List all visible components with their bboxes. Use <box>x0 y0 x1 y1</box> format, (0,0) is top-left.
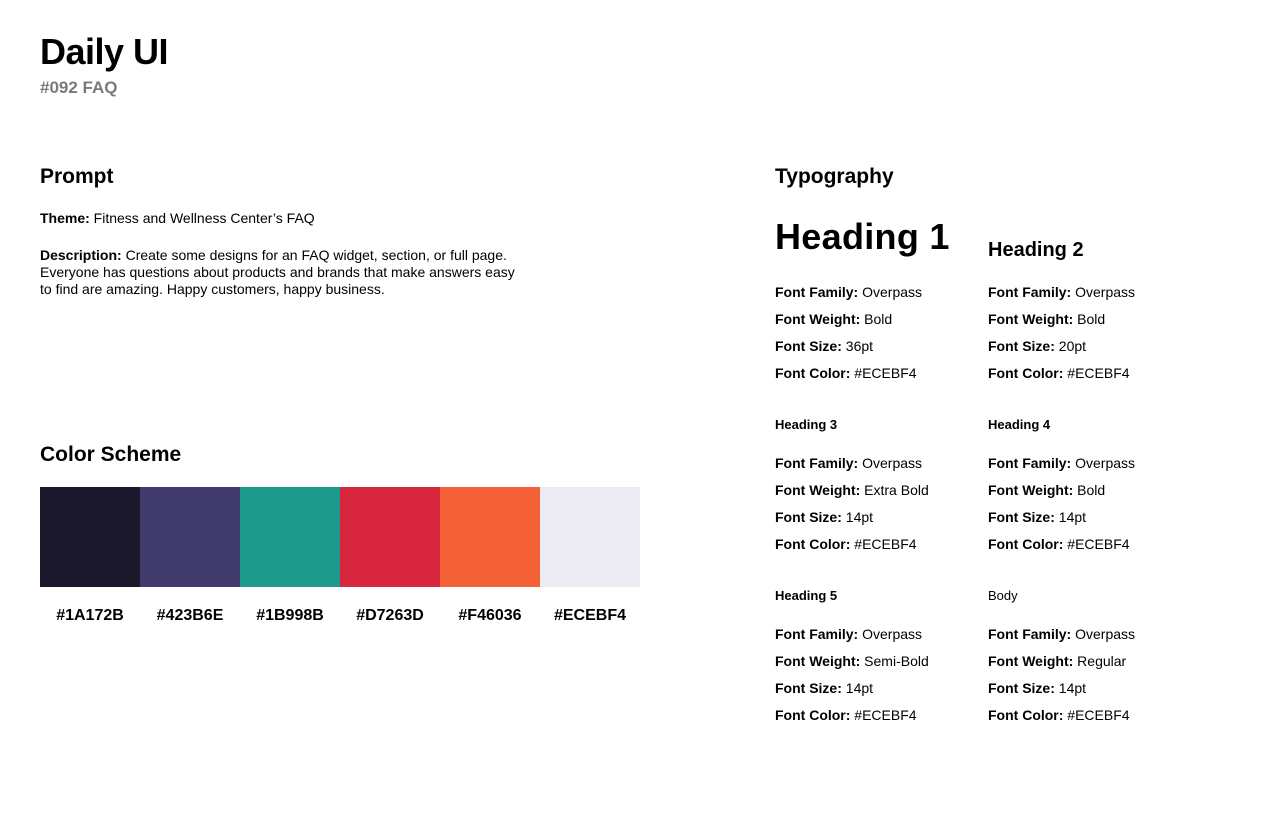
theme-label: Theme: <box>40 210 90 226</box>
spec-value: Overpass <box>858 284 923 300</box>
prompt-description <box>40 247 520 298</box>
spec-font-family <box>988 625 1135 643</box>
spec-value: 14pt <box>841 509 874 525</box>
spec-label: Font Weight: <box>775 653 861 669</box>
spec-font-color <box>775 535 917 553</box>
prompt-theme <box>40 210 315 227</box>
spec-value: #ECEBF4 <box>850 707 917 723</box>
page-subtitle: #092 FAQ <box>40 78 118 97</box>
heading-5-sample: Heading 5 <box>775 588 838 603</box>
spec-value: Overpass <box>1071 284 1136 300</box>
spec-value: 20pt <box>1054 338 1087 354</box>
spec-font-color <box>988 364 1130 382</box>
spec-font-family <box>988 454 1135 472</box>
color-hex-label: #D7263D <box>356 607 424 624</box>
page-title: Daily UI <box>40 31 169 72</box>
spec-value: 14pt <box>1054 680 1087 696</box>
spec-font-weight <box>775 481 929 499</box>
heading-2-sample: Heading 2 <box>988 239 1084 261</box>
color-hex-label: #1B998B <box>256 607 324 624</box>
spec-font-size <box>775 508 873 526</box>
spec-label: Font Family: <box>988 284 1072 300</box>
spec-label: Font Weight: <box>775 311 861 327</box>
description-value: Create some designs for an FAQ widget, section, or full page. Everyone has questions about products and brands that make answers easy to find are amazing. Happy customers, happy business. <box>40 247 515 297</box>
spec-label: Font Color: <box>775 365 851 381</box>
color-swatch <box>440 487 540 587</box>
spec-font-color <box>988 535 1130 553</box>
spec-value: #ECEBF4 <box>850 536 917 552</box>
spec-label: Font Weight: <box>988 653 1074 669</box>
spec-value: Bold <box>1073 482 1106 498</box>
spec-label: Font Weight: <box>988 311 1074 327</box>
type-spec-heading-2 <box>988 217 1188 387</box>
spec-label: Font Color: <box>988 707 1064 723</box>
spec-value: Overpass <box>858 455 923 471</box>
type-spec-heading-1 <box>775 217 975 387</box>
color-scheme-heading: Color Scheme <box>40 443 182 466</box>
type-spec-heading-4 <box>988 417 1188 557</box>
spec-value: Regular <box>1073 653 1127 669</box>
spec-value: Bold <box>860 311 893 327</box>
heading-1-sample: Heading 1 <box>775 216 950 257</box>
spec-label: Font Family: <box>775 284 859 300</box>
spec-label: Font Size: <box>988 338 1055 354</box>
spec-font-size <box>988 508 1086 526</box>
color-hex-label: #423B6E <box>156 607 224 624</box>
spec-font-weight <box>988 481 1105 499</box>
spec-font-weight <box>988 310 1105 328</box>
spec-label: Font Size: <box>988 509 1055 525</box>
spec-label: Font Color: <box>775 707 851 723</box>
spec-font-size <box>775 337 873 355</box>
spec-value: 14pt <box>841 680 874 696</box>
spec-label: Font Size: <box>775 509 842 525</box>
theme-value: Fitness and Wellness Center’s FAQ <box>89 210 315 226</box>
spec-label: Font Color: <box>775 536 851 552</box>
type-spec-heading-5 <box>775 588 975 728</box>
color-swatches <box>40 487 640 587</box>
spec-value: #ECEBF4 <box>1063 707 1130 723</box>
description-label: Description: <box>40 247 122 263</box>
spec-value: #ECEBF4 <box>850 365 917 381</box>
spec-font-family <box>775 283 922 301</box>
spec-value: #ECEBF4 <box>1063 365 1130 381</box>
spec-font-color <box>775 706 917 724</box>
type-spec-heading-3 <box>775 417 975 557</box>
spec-font-size <box>775 679 873 697</box>
spec-value: Overpass <box>1071 626 1136 642</box>
type-spec-body <box>988 588 1188 728</box>
spec-label: Font Color: <box>988 365 1064 381</box>
spec-font-size <box>988 337 1086 355</box>
spec-font-weight <box>775 652 929 670</box>
spec-font-color <box>988 706 1130 724</box>
heading-4-sample: Heading 4 <box>988 417 1051 432</box>
spec-label: Font Size: <box>775 338 842 354</box>
prompt-heading: Prompt <box>40 165 114 188</box>
spec-label: Font Family: <box>988 455 1072 471</box>
spec-value: 36pt <box>841 338 874 354</box>
spec-value: 14pt <box>1054 509 1087 525</box>
spec-value: Bold <box>1073 311 1106 327</box>
color-swatch <box>40 487 140 587</box>
spec-font-color <box>775 364 917 382</box>
spec-value: Overpass <box>858 626 923 642</box>
spec-value: #ECEBF4 <box>1063 536 1130 552</box>
heading-3-sample: Heading 3 <box>775 417 838 432</box>
color-swatch <box>340 487 440 587</box>
color-labels <box>40 606 640 626</box>
spec-font-family <box>988 283 1135 301</box>
spec-value: Semi-Bold <box>860 653 929 669</box>
spec-label: Font Size: <box>775 680 842 696</box>
spec-value: Overpass <box>1071 455 1136 471</box>
color-swatch <box>540 487 640 587</box>
spec-label: Font Weight: <box>988 482 1074 498</box>
color-swatch <box>140 487 240 587</box>
spec-label: Font Family: <box>775 455 859 471</box>
spec-font-weight <box>988 652 1126 670</box>
spec-font-family <box>775 625 922 643</box>
spec-font-family <box>775 454 922 472</box>
color-hex-label: #F46036 <box>458 607 522 624</box>
spec-label: Font Weight: <box>775 482 861 498</box>
spec-label: Font Family: <box>775 626 859 642</box>
typography-heading: Typography <box>775 165 894 188</box>
color-hex-label: #ECEBF4 <box>553 607 627 624</box>
color-hex-label: #1A172B <box>56 607 124 624</box>
spec-value: Extra Bold <box>860 482 929 498</box>
spec-label: Font Color: <box>988 536 1064 552</box>
spec-label: Font Family: <box>988 626 1072 642</box>
spec-font-size <box>988 679 1086 697</box>
spec-font-weight <box>775 310 892 328</box>
spec-label: Font Size: <box>988 680 1055 696</box>
body-sample: Body <box>988 588 1018 603</box>
color-swatch <box>240 487 340 587</box>
